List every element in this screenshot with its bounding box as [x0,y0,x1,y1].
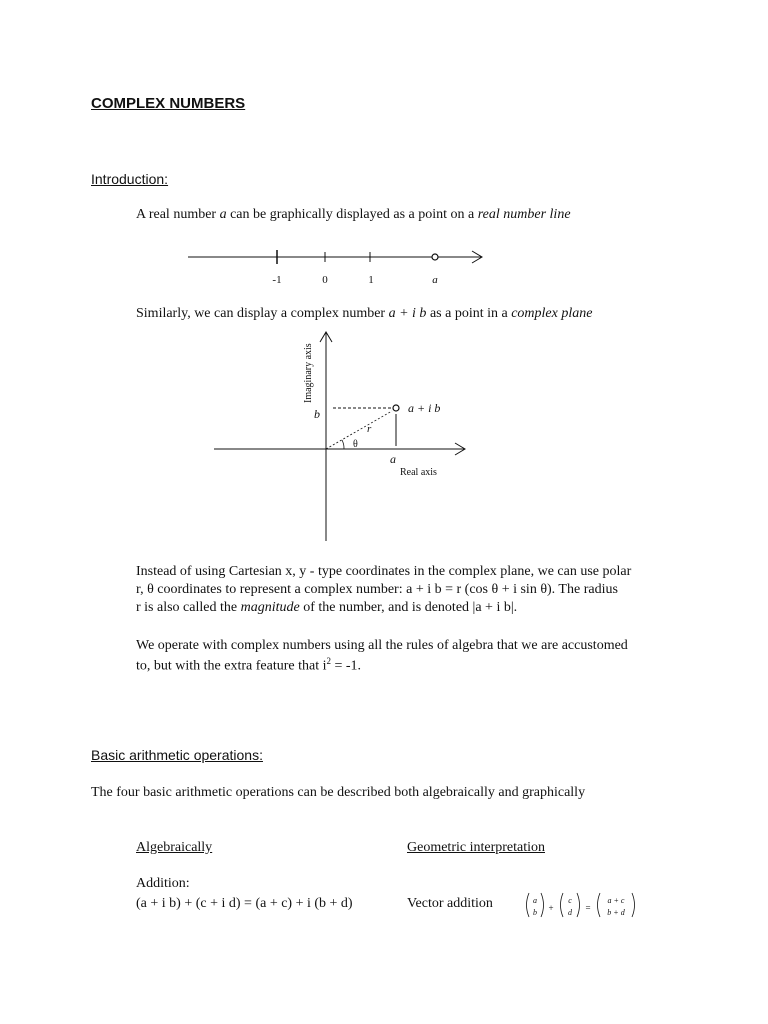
equals-sign: = [585,903,591,913]
section-heading-introduction: Introduction: [91,171,169,187]
section-heading-basic-arithmetic: Basic arithmetic operations: [91,747,263,763]
bracket-right [577,893,580,917]
column-heading-algebraically: Algebraically [136,840,213,855]
plus-sign: + [548,903,554,913]
real-axis-label: Real axis [400,467,437,478]
vector3-bottom: b + d [607,908,625,917]
expression-a-plus-ib: a + i b [388,306,427,321]
tick-label-zero: 0 [322,274,328,286]
column-heading-geometric: Geometric interpretation [407,840,545,855]
basic-intro-text: The four basic arithmetic operations can be described both algebraically and graphically [91,785,586,800]
polar-paragraph-line-2: r, θ coordinates to represent a complex number: a + i b = r (cos θ + i sin θ). The radius [136,582,618,597]
vector3-top: a + c [607,896,625,905]
text-fragment: r is also called the [136,600,241,615]
text-fragment: can be graphically displayed as a point on a [226,207,478,222]
page-title: COMPLEX NUMBERS [91,95,246,112]
vector2-top: c [568,896,572,905]
text-fragment: of the number, and is denoted |a + i b|. [299,600,518,615]
text-fragment: as a point in a [426,306,512,321]
imaginary-axis-label: Imaginary axis [303,343,314,403]
vector1-top: a [533,896,537,905]
term-complex-plane: complex plane [511,306,593,321]
label-r: r [367,423,372,435]
algebra-paragraph-line-1: We operate with complex numbers using all the rules of algebra that we are accustomed [136,638,628,653]
term-magnitude: magnitude [240,600,300,615]
addition-label: Addition: [136,876,190,891]
superscript-2: 2 [326,656,331,666]
tick-label-one: 1 [368,274,374,286]
text-fragment: = -1. [331,658,362,674]
vector1-bottom: b [533,908,537,917]
polar-paragraph-line-1: Instead of using Cartesian x, y - type coordinates in the complex plane, we can use polar [136,564,632,579]
bracket-left [598,893,601,917]
label-b: b [314,407,320,421]
point-label-a-plus-ib: a + i b [408,401,441,415]
vector-addition-label: Vector addition [407,896,493,911]
bracket-left [561,893,564,917]
label-a: a [390,452,396,466]
tick-label-minus-one: -1 [272,274,282,286]
label-theta: θ [353,439,358,450]
point-label-a: a [432,274,438,286]
term-real-number-line: real number line [477,207,571,222]
text-fragment: to, but with the extra feature that i [136,658,327,674]
vector2-bottom: d [568,908,572,917]
text-fragment: A real number [136,207,220,222]
text-fragment: Similarly, we can display a complex number [136,306,389,321]
addition-formula: (a + i b) + (c + i d) = (a + c) + i (b + d) [136,896,353,911]
bracket-right [541,893,544,917]
bracket-right [632,893,635,917]
bracket-left [527,893,530,917]
variable-a: a [219,207,227,222]
